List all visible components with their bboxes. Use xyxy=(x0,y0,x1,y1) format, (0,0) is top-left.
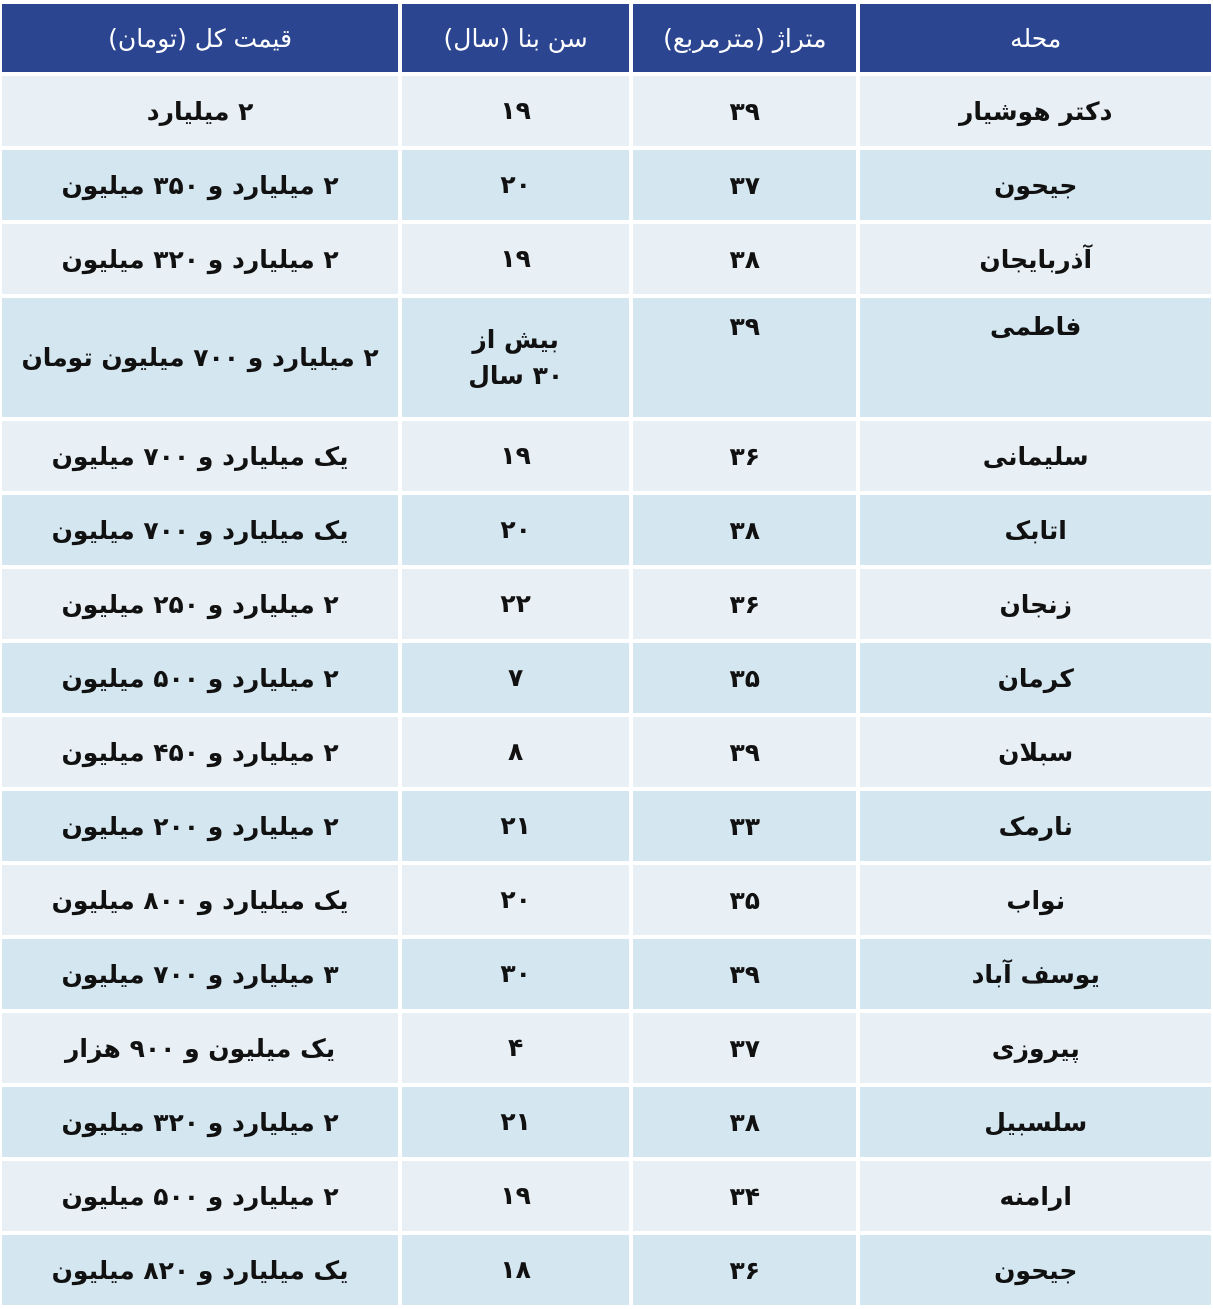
cell-age-text: ۱۹ xyxy=(500,96,531,125)
cell-area-text: ۳۸ xyxy=(729,1107,761,1137)
cell-neighborhood-text: کرمان xyxy=(997,663,1074,693)
cell-price-text: ۲ میلیارد xyxy=(146,96,254,126)
cell-price xyxy=(2,1013,398,1083)
cell-area-text: ۳۸ xyxy=(729,515,761,545)
cell-price xyxy=(2,1087,398,1157)
table-row xyxy=(2,1235,1211,1305)
cell-price-text: ۲ میلیارد و ۳۲۰ میلیون xyxy=(61,244,339,274)
cell-age xyxy=(402,569,629,639)
cell-age xyxy=(402,939,629,1009)
cell-area xyxy=(633,1161,856,1231)
cell-area xyxy=(633,717,856,787)
cell-area xyxy=(633,865,856,935)
header-row xyxy=(2,4,1211,72)
cell-neighborhood xyxy=(860,421,1211,491)
cell-area xyxy=(633,76,856,146)
cell-age-text: ۲۰ xyxy=(500,885,531,914)
cell-area xyxy=(633,224,856,294)
cell-neighborhood-text: ارامنه xyxy=(999,1181,1072,1211)
cell-neighborhood-text: سلیمانی xyxy=(982,441,1089,471)
cell-age-text: ۲۲ xyxy=(500,589,531,618)
cell-neighborhood xyxy=(860,1087,1211,1157)
cell-price-text: ۳ میلیارد و ۷۰۰ میلیون xyxy=(61,959,339,989)
cell-age xyxy=(402,421,629,491)
cell-age-text: ۱۹ xyxy=(500,1181,531,1210)
cell-neighborhood xyxy=(860,495,1211,565)
cell-age-text: بیش از ۳۰ سال xyxy=(468,324,564,390)
cell-area-text: ۳۹ xyxy=(729,959,761,989)
cell-neighborhood-text: فاطمی xyxy=(990,312,1082,341)
cell-age xyxy=(402,224,629,294)
cell-price xyxy=(2,569,398,639)
header-neighborhood: محله xyxy=(860,4,1211,72)
table-row xyxy=(2,150,1211,220)
cell-area xyxy=(633,643,856,713)
cell-price xyxy=(2,298,398,417)
cell-price xyxy=(2,1235,398,1305)
cell-price-text: ۲ میلیارد و ۵۰۰ میلیون xyxy=(61,1181,339,1211)
cell-price-text: ۲ میلیارد و ۵۰۰ میلیون xyxy=(61,663,339,693)
cell-area-text: ۳۹ xyxy=(729,96,761,126)
cell-age-text: ۲۱ xyxy=(500,1107,531,1136)
cell-area-text: ۳۶ xyxy=(729,589,761,619)
cell-area xyxy=(633,1013,856,1083)
cell-area-text: ۳۵ xyxy=(729,885,761,915)
header-age: سن بنا (سال) xyxy=(402,4,629,72)
cell-neighborhood-text: سلسبیل xyxy=(984,1107,1088,1137)
table-row xyxy=(2,791,1211,861)
cell-age xyxy=(402,1013,629,1083)
cell-age-text: ۴ xyxy=(508,1033,524,1062)
cell-age xyxy=(402,298,629,417)
cell-neighborhood xyxy=(860,150,1211,220)
cell-price xyxy=(2,421,398,491)
cell-age xyxy=(402,1235,629,1305)
table-row xyxy=(2,643,1211,713)
table-row xyxy=(2,495,1211,565)
table-row xyxy=(2,939,1211,1009)
cell-neighborhood xyxy=(860,1161,1211,1231)
cell-age xyxy=(402,150,629,220)
cell-area-text: ۳۷ xyxy=(729,1033,761,1063)
cell-neighborhood xyxy=(860,569,1211,639)
cell-age xyxy=(402,643,629,713)
cell-area-text: ۳۶ xyxy=(729,441,761,471)
cell-neighborhood-text: زنجان xyxy=(999,589,1072,619)
table-row xyxy=(2,76,1211,146)
cell-neighborhood-text: یوسف آباد xyxy=(971,959,1100,989)
table-row xyxy=(2,1087,1211,1157)
cell-age-text: ۱۹ xyxy=(500,441,531,470)
table-row xyxy=(2,298,1211,417)
cell-area-text: ۳۹ xyxy=(729,312,761,341)
cell-area xyxy=(633,421,856,491)
cell-price xyxy=(2,791,398,861)
cell-neighborhood-text: نارمک xyxy=(998,811,1073,841)
cell-age-text: ۲۰ xyxy=(500,515,531,544)
cell-area xyxy=(633,1087,856,1157)
cell-area xyxy=(633,791,856,861)
table-row xyxy=(2,224,1211,294)
cell-age-text: ۲۱ xyxy=(500,811,531,840)
cell-price-text: ۲ میلیارد و ۴۵۰ میلیون xyxy=(61,737,339,767)
cell-price xyxy=(2,717,398,787)
cell-price xyxy=(2,643,398,713)
cell-age-text: ۸ xyxy=(508,737,524,766)
cell-area-text: ۳۶ xyxy=(729,1255,761,1285)
cell-age-text: ۱۹ xyxy=(500,244,531,273)
cell-age xyxy=(402,1161,629,1231)
cell-age xyxy=(402,1087,629,1157)
cell-age-text: ۲۰ xyxy=(500,170,531,199)
cell-neighborhood xyxy=(860,224,1211,294)
cell-price xyxy=(2,76,398,146)
cell-area xyxy=(633,298,856,417)
cell-price-text: یک میلیارد و ۷۰۰ میلیون xyxy=(51,441,349,471)
cell-price xyxy=(2,865,398,935)
cell-area-text: ۳۷ xyxy=(729,170,761,200)
cell-neighborhood-text: جیحون xyxy=(994,170,1078,200)
cell-area xyxy=(633,150,856,220)
cell-area xyxy=(633,495,856,565)
cell-price xyxy=(2,1161,398,1231)
cell-neighborhood xyxy=(860,76,1211,146)
cell-price xyxy=(2,495,398,565)
cell-neighborhood-text: جیحون xyxy=(994,1255,1078,1285)
cell-price-text: یک میلیارد و ۸۲۰ میلیون xyxy=(51,1255,349,1285)
cell-neighborhood-text: سبلان xyxy=(998,737,1074,767)
cell-neighborhood xyxy=(860,298,1211,417)
cell-neighborhood-text: پیروزی xyxy=(991,1033,1080,1063)
cell-neighborhood-text: اتابک xyxy=(1004,515,1067,545)
cell-area-text: ۳۳ xyxy=(729,811,761,841)
cell-age xyxy=(402,717,629,787)
cell-age xyxy=(402,865,629,935)
header-price: قیمت کل (تومان) xyxy=(2,4,398,72)
cell-age-text: ۷ xyxy=(508,663,524,692)
cell-age-text: ۳۰ xyxy=(500,959,531,988)
cell-area xyxy=(633,939,856,1009)
cell-price-text: یک میلیارد و ۸۰۰ میلیون xyxy=(51,885,349,915)
table-row xyxy=(2,1161,1211,1231)
cell-neighborhood-text: آذربایجان xyxy=(979,244,1093,274)
table-row xyxy=(2,421,1211,491)
cell-area-text: ۳۸ xyxy=(729,244,761,274)
cell-neighborhood xyxy=(860,865,1211,935)
cell-price xyxy=(2,150,398,220)
cell-area xyxy=(633,1235,856,1305)
header-area: متراژ (مترمربع) xyxy=(633,4,856,72)
cell-price-text: ۲ میلیارد و ۲۵۰ میلیون xyxy=(61,589,339,619)
cell-area-text: ۳۴ xyxy=(729,1181,761,1211)
table-row xyxy=(2,569,1211,639)
cell-price-text: ۲ میلیارد و ۷۰۰ میلیون تومان xyxy=(21,343,379,372)
table-row xyxy=(2,865,1211,935)
cell-price-text: ۲ میلیارد و ۳۵۰ میلیون xyxy=(61,170,339,200)
cell-age xyxy=(402,791,629,861)
cell-price-text: یک میلیارد و ۷۰۰ میلیون xyxy=(51,515,349,545)
cell-price-text: ۲ میلیارد و ۳۲۰ میلیون xyxy=(61,1107,339,1137)
cell-age xyxy=(402,76,629,146)
cell-neighborhood xyxy=(860,791,1211,861)
cell-neighborhood xyxy=(860,1013,1211,1083)
cell-neighborhood-text: دکتر هوشیار xyxy=(959,96,1113,126)
cell-price xyxy=(2,224,398,294)
cell-neighborhood xyxy=(860,1235,1211,1305)
cell-price xyxy=(2,939,398,1009)
cell-age xyxy=(402,495,629,565)
cell-age-text: ۱۸ xyxy=(500,1255,531,1284)
cell-price-text: ۲ میلیارد و ۲۰۰ میلیون xyxy=(61,811,339,841)
cell-price-text: یک میلیون و ۹۰۰ هزار xyxy=(65,1033,336,1063)
cell-neighborhood-text: نواب xyxy=(1006,885,1066,915)
cell-area-text: ۳۹ xyxy=(729,737,761,767)
table-row xyxy=(2,717,1211,787)
cell-neighborhood xyxy=(860,717,1211,787)
cell-neighborhood xyxy=(860,643,1211,713)
cell-area-text: ۳۵ xyxy=(729,663,761,693)
cell-area xyxy=(633,569,856,639)
cell-neighborhood xyxy=(860,939,1211,1009)
table-row xyxy=(2,1013,1211,1083)
